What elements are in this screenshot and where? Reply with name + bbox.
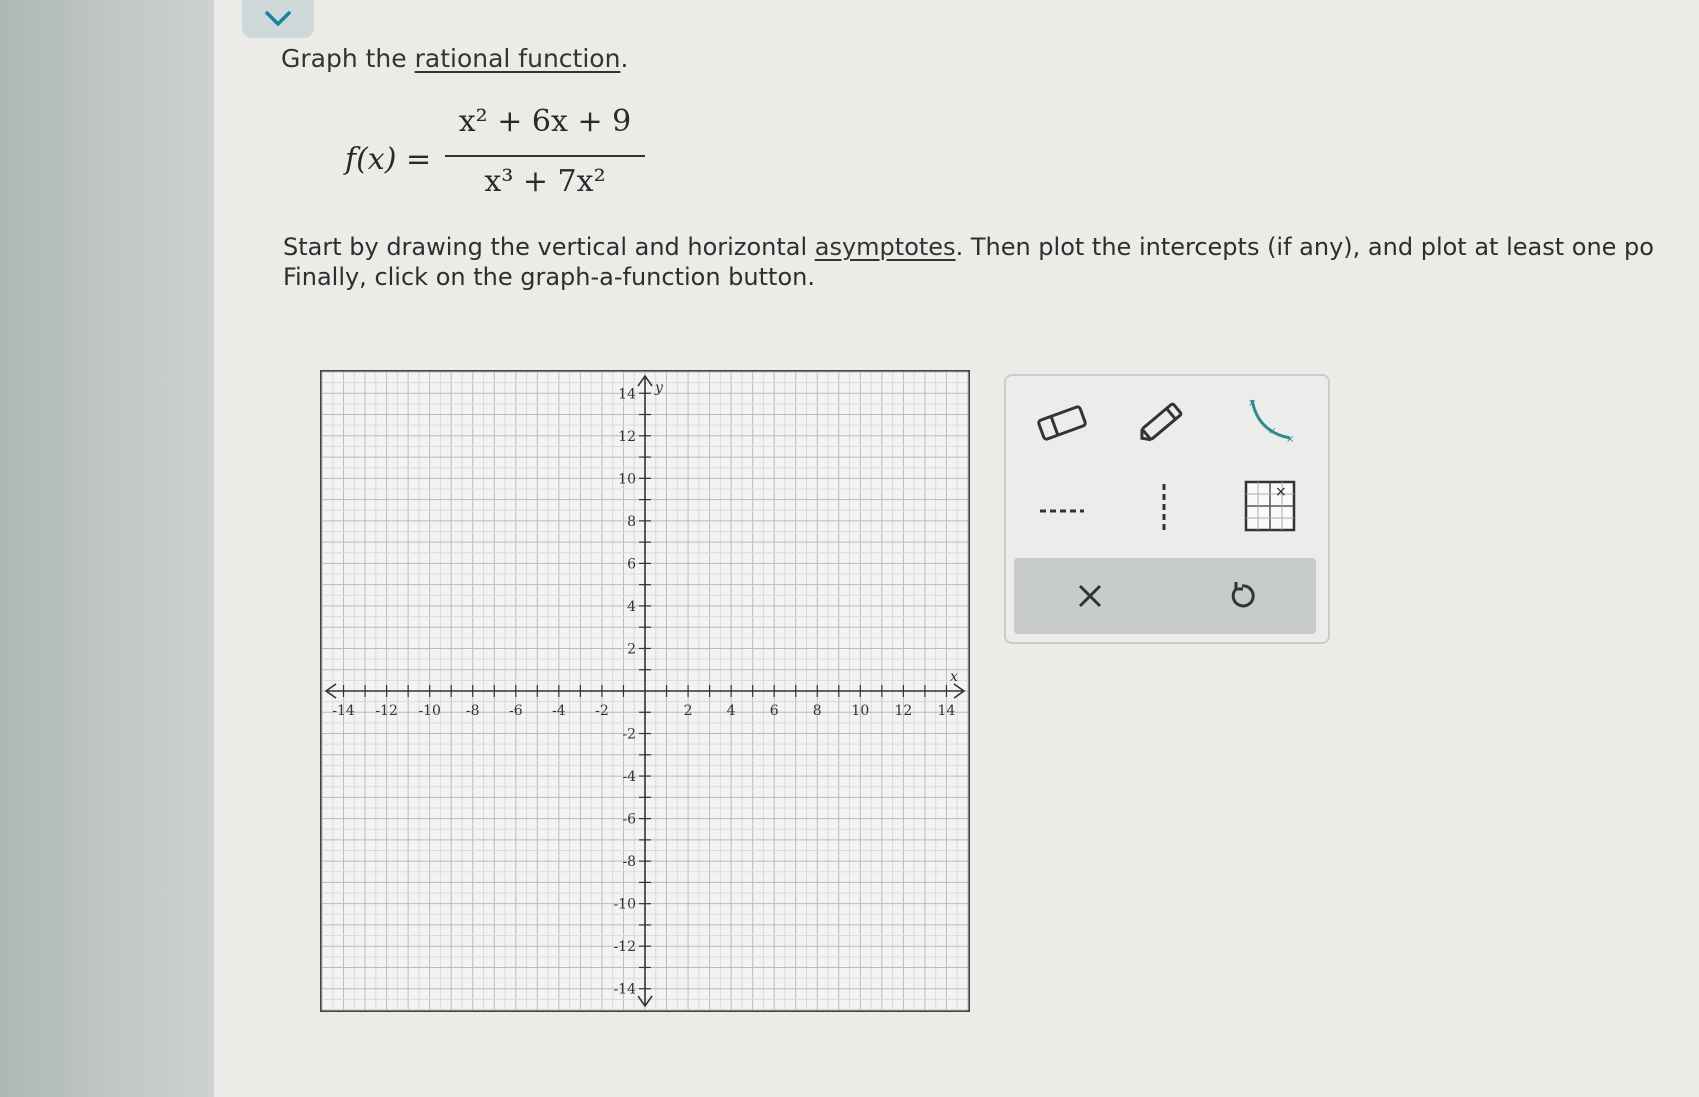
eraser-tool[interactable] (1030, 396, 1094, 450)
y-tick-label: 4 (627, 598, 636, 615)
undo-icon (1226, 580, 1258, 612)
x-tick-label: 12 (894, 703, 913, 719)
y-axis-label: y (655, 380, 663, 396)
graph-function-tool[interactable] (1238, 396, 1302, 450)
y-tick-label: 12 (618, 428, 636, 445)
fraction (445, 100, 645, 210)
graph-canvas[interactable] (320, 370, 970, 1016)
left-margin (0, 0, 214, 1097)
y-tick-label: -12 (613, 939, 636, 956)
svg-text:×: × (1286, 434, 1295, 445)
action-bar (1014, 558, 1316, 634)
x-tick-label: 4 (726, 703, 736, 719)
svg-text:×: × (1268, 426, 1277, 437)
horizontal-asymptote-icon (1034, 489, 1090, 529)
x-tick-label: 6 (769, 703, 779, 719)
x-tick-label: 14 (937, 703, 956, 719)
pencil-icon (1136, 394, 1192, 448)
graph-toolbar (1004, 374, 1330, 644)
y-tick-label: -8 (622, 854, 636, 871)
vertical-asymptote-tool[interactable] (1132, 482, 1196, 536)
x-tick-label: -10 (418, 703, 441, 719)
fraction-bar (445, 155, 645, 157)
clear-button[interactable] (1060, 568, 1120, 624)
x-tick-label: -12 (375, 703, 398, 719)
denominator: x³ + 7x² (484, 164, 606, 199)
x-tick-label: 2 (683, 703, 693, 719)
y-tick-label: 10 (618, 471, 636, 488)
x-tick-label: -2 (595, 703, 609, 719)
question-prompt: Graph the rational function. (281, 44, 629, 73)
numerator: x² + 6x + 9 (458, 104, 632, 139)
y-tick-label: 14 (618, 386, 636, 403)
chevron-down-icon (263, 9, 293, 29)
point-plot-tool[interactable] (1238, 480, 1302, 534)
asymptotes-link[interactable]: asymptotes (814, 233, 956, 261)
point-plot-icon (1242, 480, 1298, 534)
y-tick-label: -10 (613, 896, 636, 913)
clear-icon (1075, 581, 1105, 611)
rational-function-link[interactable]: rational function (414, 44, 621, 73)
svg-text:×: × (1248, 398, 1257, 409)
x-tick-label: -8 (465, 703, 480, 719)
x-tick-label: -6 (508, 703, 523, 719)
coordinate-plane[interactable] (320, 370, 970, 1012)
graph-function-icon (1242, 396, 1298, 450)
y-tick-label: 6 (627, 556, 636, 573)
x-tick-label: -14 (332, 703, 355, 719)
collapse-button[interactable] (242, 0, 314, 38)
undo-button[interactable] (1212, 568, 1272, 624)
vertical-asymptote-icon (1136, 482, 1192, 536)
x-tick-label: -4 (552, 703, 566, 719)
svg-text:×: × (1275, 484, 1287, 500)
y-tick-label: -6 (622, 811, 636, 828)
pencil-tool[interactable] (1132, 394, 1196, 448)
y-tick-label: -2 (622, 726, 636, 743)
x-tick-label: 8 (812, 703, 822, 719)
eraser-icon (1034, 403, 1090, 443)
function-lhs: f(x) = (345, 142, 432, 177)
y-tick-label: -14 (613, 981, 636, 998)
instruction-line-2: Finally, click on the graph-a-function button. (283, 263, 815, 291)
x-axis-label: x (950, 669, 958, 685)
y-tick-label: 8 (627, 513, 636, 530)
y-tick-label: 2 (627, 641, 636, 658)
instructions: Start by drawing the vertical and horizontal asymptotes. Then plot the intercepts (if any), and plot at least one po Finally, click on the graph-a-function button. (283, 232, 1699, 292)
horizontal-asymptote-tool[interactable] (1030, 482, 1094, 536)
y-tick-label: -4 (622, 769, 636, 786)
x-tick-label: 10 (851, 703, 870, 719)
